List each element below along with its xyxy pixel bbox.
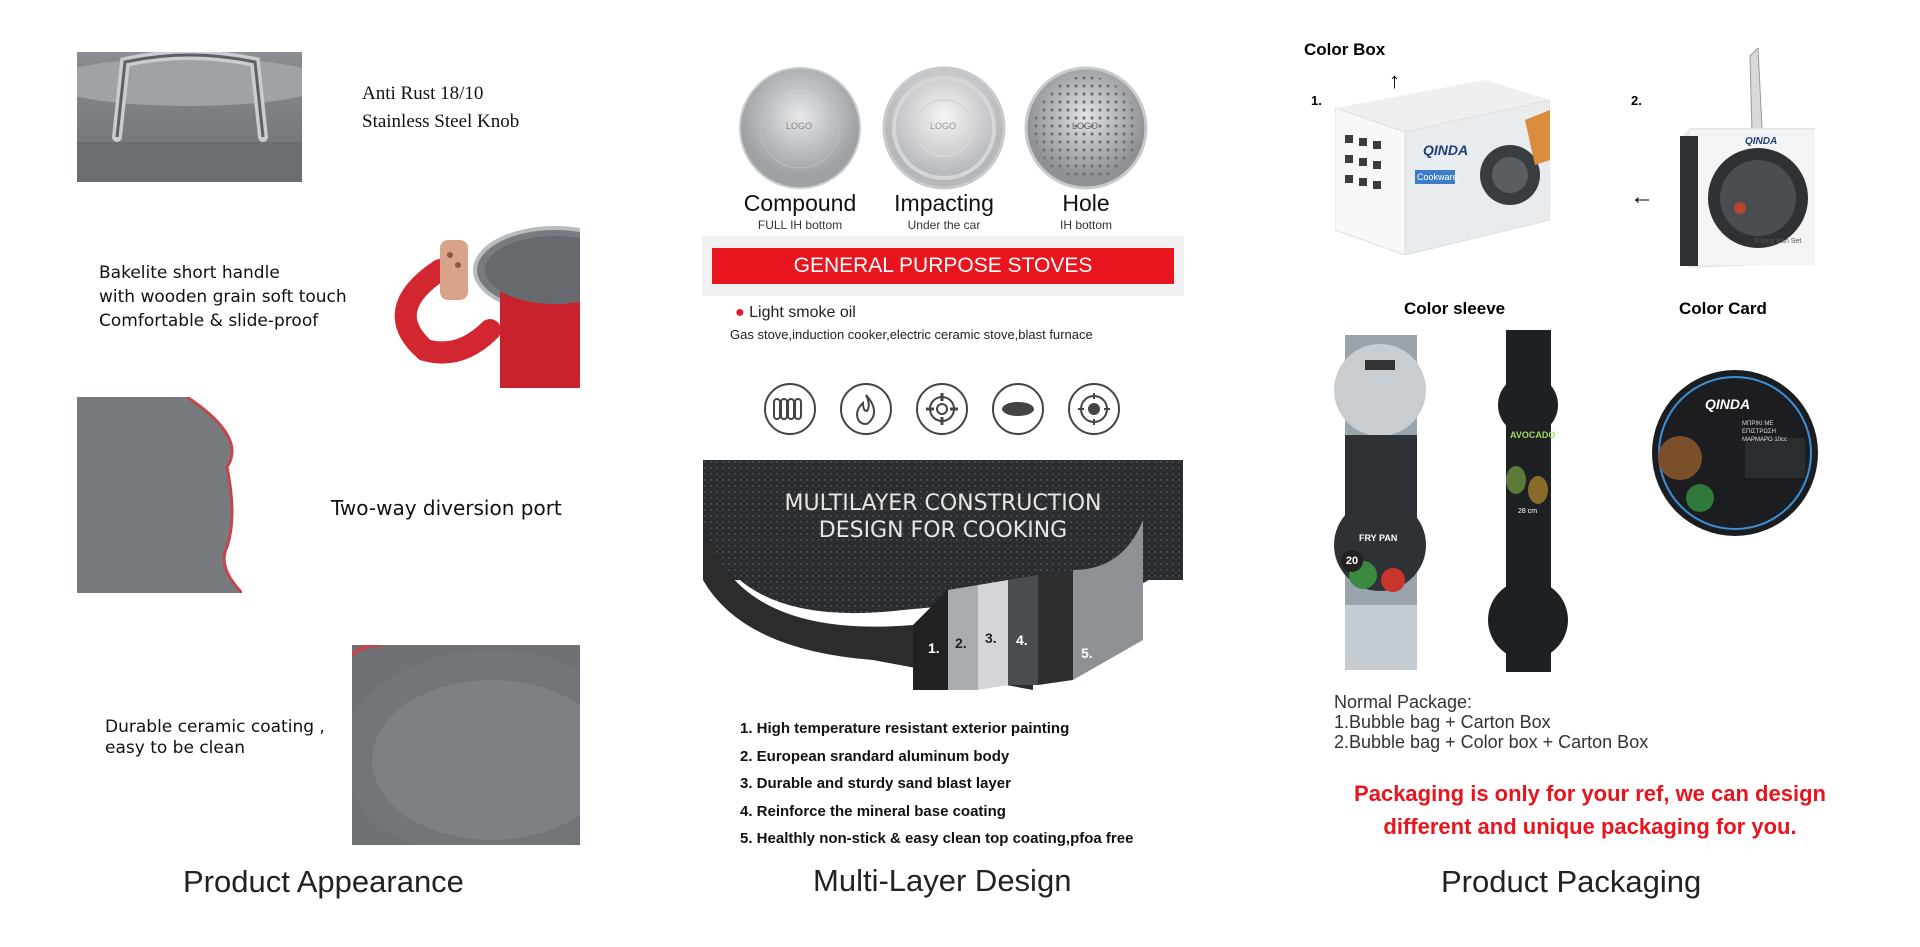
oil-line [735,304,856,322]
color-sleeve-2 [1486,330,1571,672]
normal-package-title: Normal Package: [1334,692,1473,712]
feature-line: Two-way diversion port [331,496,562,520]
feature-diversion-text [331,496,562,520]
gas-burner-icon [916,383,968,435]
pan-heading [703,490,1183,544]
feature-handle-text [99,261,347,333]
feature-coating-text [105,717,325,759]
layer-item: 2. European srandard aluminum body [740,747,1010,765]
feature-line: Comfortable & slide-proof [99,311,319,331]
stove-icons [764,383,1120,435]
box-brand-logo: QINDA [1423,142,1469,158]
feature-line: with wooden grain soft touch [99,287,347,307]
layer-number: 3. [985,630,997,646]
pan-box-icon [1680,48,1815,268]
normal-package [1334,692,1648,752]
pan-interior-icon [352,645,580,845]
stoves-banner [702,236,1184,296]
color-box-label: Color Box [1304,40,1386,59]
color-card-image [1650,368,1820,538]
bottom-disk-hole [1024,66,1148,190]
bottom-name: Hole [1062,190,1110,216]
appearance-title: Product Appearance [183,864,464,899]
arrow-left-icon: ← [1630,183,1654,210]
layer-list [740,715,1133,853]
layer-item: 1. High temperature resistant exterior painting [740,720,1070,737]
bottom-sub: Under the car [907,218,981,232]
oil-text: Light smoke oil [749,304,856,321]
ceramic-plate-icon [992,383,1044,435]
bullet-icon: ● [735,304,745,321]
bottom-name: Impacting [894,190,994,216]
disk-logo: LOGO [786,121,813,131]
bottom-sub: IH bottom [1059,218,1113,232]
feature-line: Bakelite short handle [99,263,280,283]
knob-icon [77,52,302,182]
stoves-text: Gas stove,induction cooker,electric ceramic stove,blast furnace [730,327,1093,342]
card-icon [1650,368,1820,538]
feature-line: Stainless Steel Knob [362,111,520,132]
pan-box-image [1680,48,1815,268]
feature-knob-text [362,80,519,136]
sleeve-icon [1486,330,1571,672]
color-card-label: Color Card [1679,299,1767,318]
color-sleeve-1 [1333,335,1428,670]
pan-heading-line: MULTILAYER CONSTRUCTION [784,491,1102,516]
disk-logo: LOGO [930,121,957,131]
normal-package-option: 2.Bubble bag + Color box + Carton Box [1334,732,1649,752]
disk-logo: LOGO [1072,121,1099,131]
packaging-note-line: Packaging is only for your ref, we can design [1354,781,1826,806]
normal-package-option: 1.Bubble bag + Carton Box [1334,712,1551,732]
pan-heading-line: DESIGN FOR COOKING [818,518,1068,543]
sleeve-icon [1333,335,1428,670]
pkg-number: 2. [1631,93,1642,108]
pan-rim-icon [77,397,242,593]
layer-item: 4. Reinforce the mineral base coating [740,802,1006,820]
pkg-number: 1. [1311,93,1322,108]
layer-number: 4. [1016,632,1028,648]
sleeve2-size: 28 cm [1518,508,1538,515]
card-text: ΜΠΡΙΚΙ ΜΕ ΕΠΙΣΤΡΩΣΗ ΜΑΡΜΑΡΟ 10cc [1742,421,1788,443]
box-side-text: Cookware [1417,172,1458,182]
sleeve1-size: 20 [1341,550,1363,572]
multilayer-title: Multi-Layer Design [813,863,1072,898]
pan-box-text: Frying Pan Set [1755,238,1802,245]
box-icon [1335,80,1550,255]
diversion-port-photo [77,397,242,593]
card-brand: QINDA [1705,396,1751,412]
layer-item: 3. Durable and sturdy sand blast layer [740,775,1011,792]
knob-photo [77,52,302,182]
bottom-disk-impacting [882,66,1006,190]
layer-number: 1. [928,640,940,656]
bottom-name: Compound [743,190,857,216]
handle-photo [380,200,580,388]
induction-icon [1068,383,1120,435]
stoves-banner-text: GENERAL PURPOSE STOVES [712,248,1174,284]
bottom-disk-compound [738,66,862,190]
packaging-note [1290,777,1890,843]
sleeve1-title: FRY PAN [1359,533,1398,543]
multilayer-pan-graphic [703,460,1183,700]
feature-line: easy to be clean [105,738,246,758]
layer-item: 5. Healthly non-stick & easy clean top coating,pfoa free [740,830,1134,847]
pan-box-brand: QINDA [1745,136,1778,147]
sleeve2-title: AVOCADO [1510,430,1556,440]
layer-number: 2. [955,635,967,651]
color-sleeve-label: Color sleeve [1404,299,1506,318]
packaging-title: Product Packaging [1441,864,1702,899]
coating-photo [352,645,580,845]
arrow-up-icon: ↑ [1389,68,1400,93]
color-box-image [1335,80,1550,255]
layer-number: 5. [1081,645,1093,661]
bottom-sub: FULL IH bottom [757,218,843,232]
feature-line: Durable ceramic coating , [105,717,325,737]
flame-icon [840,383,892,435]
red-handle-icon [380,200,580,388]
coil-stove-icon [764,383,816,435]
feature-line: Anti Rust 18/10 [362,83,484,104]
packaging-note-line: different and unique packaging for you. [1383,814,1797,839]
